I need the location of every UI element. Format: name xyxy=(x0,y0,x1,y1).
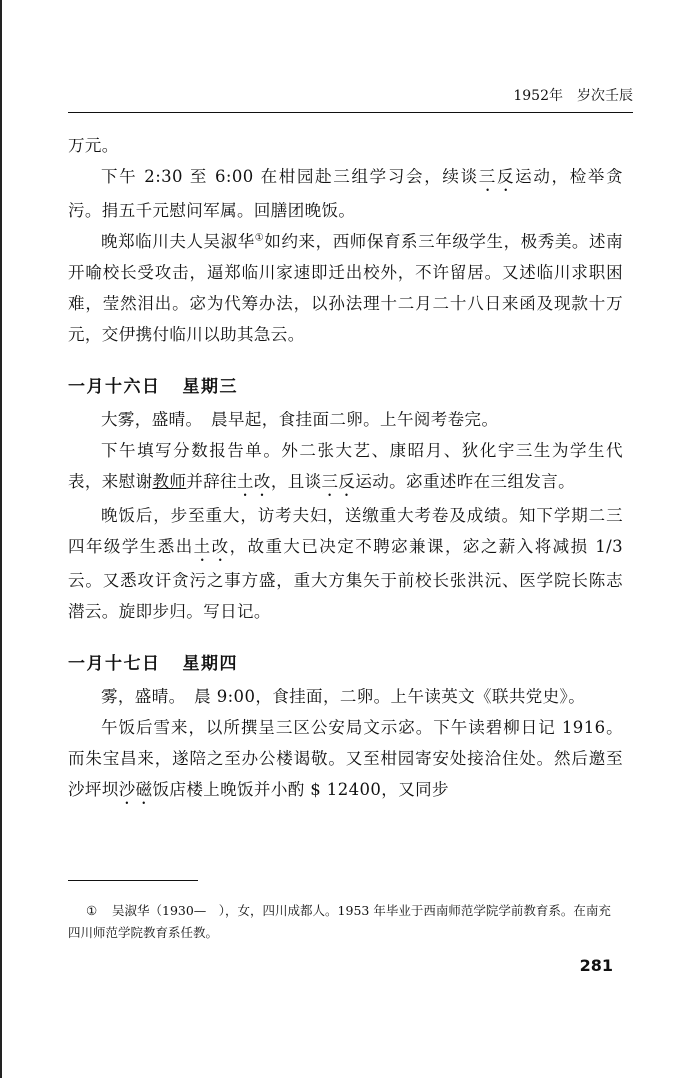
paragraph-text: 晚饭后，步至重大，访考夫妇，送缴重大考卷及成绩。知下学期二三四年级学生悉出 xyxy=(68,506,623,556)
footnote-mark: ① xyxy=(86,903,98,918)
emphasized-term: 土改 xyxy=(237,472,271,491)
paragraph-text: 雾，盛晴。 晨 9:00，食挂面，二卵。上午读英文《联共党史》。 xyxy=(101,687,586,706)
paragraph xyxy=(68,681,623,712)
paragraph-text: 运动，检举贪污。捐五千元慰问军属。回膳团晚饭。 xyxy=(68,167,623,220)
body-text xyxy=(68,130,623,808)
underlined-term: 教师 xyxy=(152,472,187,491)
footnote-rule xyxy=(68,880,198,881)
entry-weekday: 星期四 xyxy=(182,654,238,674)
paragraph-text: 并辞往 xyxy=(186,472,238,491)
page-edge-line xyxy=(0,0,2,1078)
paragraph-text: 下午 2:30 至 6:00 在柑园赴三组学习会，续谈 xyxy=(101,167,479,186)
paragraph-text: 下午填写分数报告单。外二张大艺、康昭月、狄化宇三生为学生代表，来慰谢 xyxy=(68,441,623,491)
running-head xyxy=(68,84,633,113)
paragraph-text: ，且谈 xyxy=(270,472,322,491)
running-head-year: 1952年 xyxy=(513,88,563,104)
footnote-reference: ① xyxy=(254,232,265,244)
paragraph-text: ，故重大已决定不聘宓兼课，宓之薪入将减损 1/3 云。又悉攻讦贪污之事方盛，重大方集矢于前校长张洪沅、医学院长陈志潜云。旋即步归。写日记。 xyxy=(68,537,623,621)
section-gap xyxy=(68,627,623,647)
paragraph-text: 饭店楼上晚饭并小酌 $ 12400，又同步 xyxy=(152,780,449,799)
emphasized-term: 三反 xyxy=(478,167,516,186)
paragraph-text: 大雾，盛晴。 晨早起，食挂面二卵。上午阅考卷完。 xyxy=(101,410,499,429)
entry-heading xyxy=(68,647,623,681)
footnote xyxy=(68,900,623,944)
emphasized-term: 沙磁 xyxy=(118,780,153,799)
paragraph-text: 晚郑临川夫人吴淑华 xyxy=(101,232,255,251)
footnote-text: 吴淑华（1930— ），女，四川成都人。1953 年毕业于西南师范学院学前教育系。在南充四川师范学院教育系任教。 xyxy=(68,903,611,940)
running-head-title: 岁次壬辰 xyxy=(577,88,633,104)
entry-heading xyxy=(68,370,623,404)
paragraph-text: 万元。 xyxy=(68,136,119,155)
paragraph xyxy=(68,404,623,435)
paragraph xyxy=(68,161,623,226)
paragraph-text: 午饭后雪来，以所撰呈三区公安局文示宓。下午读碧柳日记 1916。而朱宝昌来，遂陪之至办公楼谒敬。又至柑园寄安处接洽住处。然后邀至沙坪坝 xyxy=(68,718,623,799)
paragraph xyxy=(68,226,623,350)
paragraph xyxy=(68,712,623,808)
emphasized-term: 土改 xyxy=(193,537,230,556)
entry-weekday: 星期三 xyxy=(182,377,238,397)
paragraph xyxy=(68,435,623,500)
entry-date: 一月十六日 xyxy=(68,377,161,397)
emphasized-term: 三反 xyxy=(321,472,356,491)
paragraph xyxy=(68,130,623,161)
page-number: 281 xyxy=(579,956,613,975)
section-gap xyxy=(68,350,623,370)
paragraph-text: 运动。宓重述昨在三组发言。 xyxy=(355,472,576,491)
paragraph-text: 如约来，西师保育系三年级学生，极秀美。述南开喻校长受攻击，逼郑临川家速即迁出校外，不许留居。又述临川求职困难，莹然泪出。宓为代筹办法，以孙法理十二月二十八日来函及现款十万元，交伊携付临川以助其急云。 xyxy=(68,232,623,344)
entry-date: 一月十七日 xyxy=(68,654,161,674)
paragraph xyxy=(68,500,623,627)
